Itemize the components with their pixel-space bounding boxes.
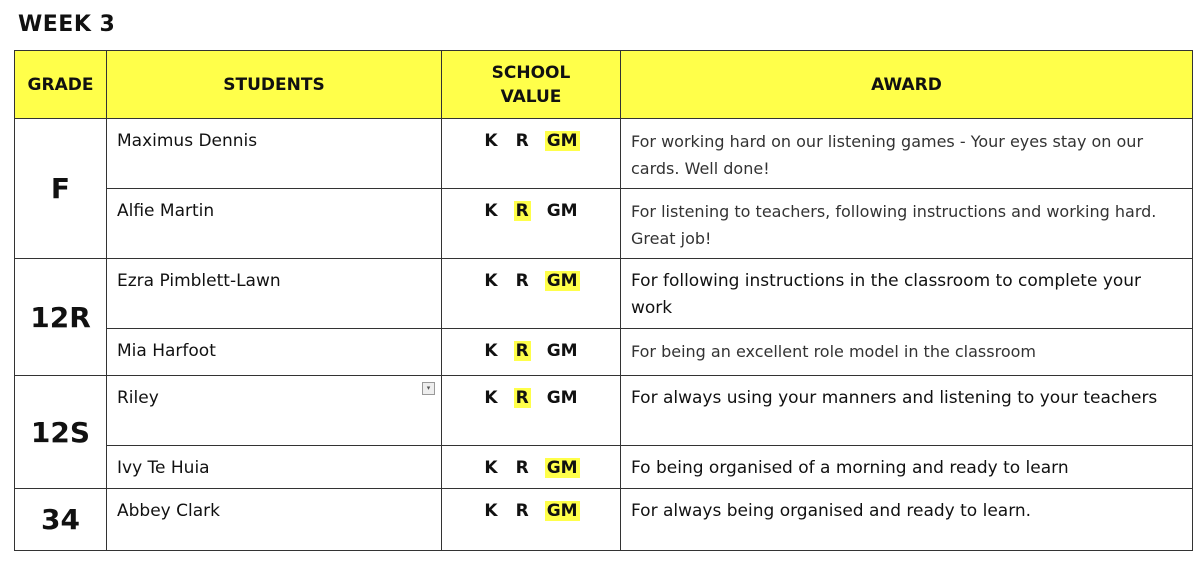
- page-title: WEEK 3: [18, 12, 116, 37]
- student-name: Riley: [117, 388, 159, 408]
- school-value-cell: [442, 259, 621, 329]
- student-cell[interactable]: [107, 119, 442, 189]
- value-r: R: [515, 271, 529, 291]
- student-cell[interactable]: [107, 329, 442, 376]
- school-value-cell: [442, 119, 621, 189]
- value-gm: GM: [546, 131, 578, 151]
- student-name: Ivy Te Huia: [117, 458, 210, 478]
- grade-cell: 12R: [15, 259, 107, 376]
- student-name: Alfie Martin: [117, 201, 215, 221]
- value-gm: GM: [546, 458, 578, 478]
- school-value-header-line1: SCHOOL: [491, 62, 571, 83]
- value-r: R: [515, 201, 529, 221]
- table-row: [15, 489, 1193, 551]
- value-r: R: [515, 388, 529, 408]
- grade-cell: F: [15, 119, 107, 259]
- value-r: R: [515, 131, 529, 151]
- value-k: K: [484, 501, 498, 521]
- table-row: [15, 376, 1193, 446]
- school-value-header-line2: VALUE: [500, 86, 562, 107]
- header-row: [15, 51, 1193, 119]
- student-name: Abbey Clark: [117, 501, 220, 521]
- student-cell[interactable]: [107, 376, 442, 446]
- student-name: Ezra Pimblett-Lawn: [117, 271, 281, 291]
- grade-header: GRADE: [15, 51, 107, 119]
- value-k: K: [484, 341, 498, 361]
- value-k: K: [484, 131, 498, 151]
- school-value-cell: [442, 446, 621, 489]
- award-cell: Fo being organised of a morning and ready to learn: [621, 446, 1193, 489]
- student-cell[interactable]: [107, 259, 442, 329]
- school-value-cell: [442, 329, 621, 376]
- value-k: K: [484, 201, 498, 221]
- award-cell: For following instructions in the classroom to complete your work: [621, 259, 1193, 329]
- student-name: Maximus Dennis: [117, 131, 258, 151]
- awards-table: [14, 50, 1193, 551]
- value-gm: GM: [546, 271, 578, 291]
- grade-cell: 12S: [15, 376, 107, 489]
- student-cell[interactable]: [107, 446, 442, 489]
- value-gm: GM: [546, 388, 578, 408]
- table-row: [15, 259, 1193, 329]
- value-gm: GM: [546, 501, 578, 521]
- student-cell[interactable]: [107, 489, 442, 551]
- school-value-cell: [442, 489, 621, 551]
- table-row: [15, 119, 1193, 189]
- value-k: K: [484, 271, 498, 291]
- award-cell: For being an excellent role model in the classroom: [621, 329, 1193, 376]
- dropdown-arrow-icon[interactable]: ▾: [422, 382, 435, 395]
- award-header: AWARD: [621, 51, 1193, 119]
- value-r: R: [515, 341, 529, 361]
- value-k: K: [484, 458, 498, 478]
- student-name: Mia Harfoot: [117, 341, 216, 361]
- table-row: [15, 329, 1193, 376]
- table-row: [15, 189, 1193, 259]
- award-cell: For working hard on our listening games - Your eyes stay on our cards. Well done!: [621, 119, 1193, 189]
- award-cell: For listening to teachers, following instructions and working hard. Great job!: [621, 189, 1193, 259]
- grade-cell: 34: [15, 489, 107, 551]
- school-value-cell: [442, 189, 621, 259]
- value-r: R: [515, 458, 529, 478]
- value-gm: GM: [546, 341, 578, 361]
- value-r: R: [515, 501, 529, 521]
- award-cell: For always being organised and ready to learn.: [621, 489, 1193, 551]
- value-k: K: [484, 388, 498, 408]
- school-value-cell: [442, 376, 621, 446]
- award-cell: For always using your manners and listening to your teachers: [621, 376, 1193, 446]
- students-header: STUDENTS: [107, 51, 442, 119]
- school-value-header: [442, 51, 621, 119]
- value-gm: GM: [546, 201, 578, 221]
- table-row: [15, 446, 1193, 489]
- student-cell[interactable]: [107, 189, 442, 259]
